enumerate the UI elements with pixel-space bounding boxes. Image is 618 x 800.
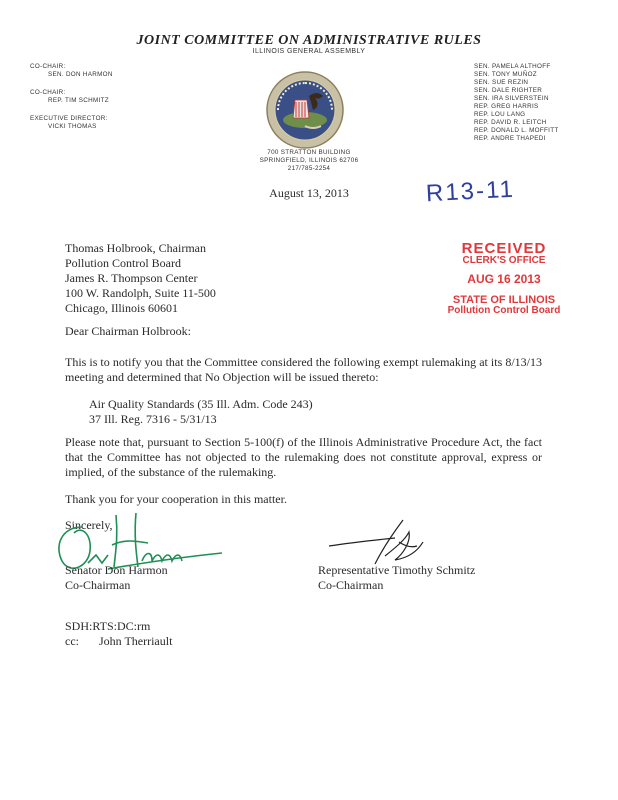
committee-title: JOINT COMMITTEE ON ADMINISTRATIVE RULES: [136, 33, 482, 48]
received-stamp: [438, 240, 570, 316]
address-line-1: 700 STRATTON BUILDING: [267, 149, 351, 156]
salutation: Dear Chairman Holbrook:: [65, 324, 191, 338]
address-block: [0, 149, 618, 173]
cochair-block-2: [30, 89, 109, 105]
committee-subtitle: ILLINOIS GENERAL ASSEMBLY: [252, 48, 366, 55]
cochair-block-1: [30, 63, 113, 79]
rule-block: [89, 397, 313, 427]
rule-title: Air Quality Standards (35 Ill. Adm. Code 243): [89, 397, 313, 411]
member-item: REP. DAVID R. LEITCH: [474, 119, 547, 126]
cc-line: [65, 634, 172, 649]
signer-block-1: [65, 563, 168, 593]
cochair2-label: CO-CHAIR:: [30, 89, 66, 96]
recipient-line: Pollution Control Board: [65, 256, 182, 270]
signer2-name: Representative Timothy Schmitz: [318, 563, 476, 577]
cochair2-name: REP. TIM SCHMITZ: [48, 97, 109, 104]
recipient-line: Chicago, Illinois 60601: [65, 301, 178, 315]
member-item: REP. LOU LANG: [474, 111, 526, 118]
stamp-office: CLERK'S OFFICE: [462, 255, 546, 266]
stamp-board: Pollution Control Board: [447, 305, 561, 316]
signer2-title: Co-Chairman: [318, 578, 384, 592]
cc-label: cc:: [65, 634, 79, 648]
signer1-name: Senator Don Harmon: [65, 563, 168, 577]
recipient-line: 100 W. Randolph, Suite 11-500: [65, 286, 216, 300]
signer1-title: Co-Chairman: [65, 578, 131, 592]
member-item: SEN. IRA SILVERSTEIN: [474, 95, 549, 102]
member-item: SEN. TONY MUÑOZ: [474, 71, 537, 78]
member-item: REP. DONALD L. MOFFITT: [474, 127, 559, 134]
cochair1-name: SEN. DON HARMON: [48, 71, 113, 78]
recipient-address: [65, 241, 216, 316]
stamp-date: AUG 16 2013: [467, 272, 541, 286]
stamp-state: STATE OF ILLINOIS: [452, 294, 556, 306]
docket-number-handwritten: R13-11: [425, 175, 516, 208]
phone-number: 217/785-2254: [287, 165, 331, 172]
address-line-2: SPRINGFIELD, ILLINOIS 62706: [259, 157, 359, 164]
member-item: SEN. DALE RIGHTER: [474, 87, 543, 94]
letter-date: August 13, 2013: [269, 186, 349, 200]
member-item: REP. GREG HARRIS: [474, 103, 539, 110]
stamp-received: RECEIVED: [461, 240, 547, 257]
cc-name: John Therriault: [99, 634, 173, 648]
recipient-line: James R. Thompson Center: [65, 271, 198, 285]
recipient-line: Thomas Holbrook, Chairman: [65, 241, 206, 255]
state-seal: [265, 70, 345, 150]
cochair1-label: CO-CHAIR:: [30, 63, 66, 70]
reference-initials: SDH:RTS:DC:rm: [65, 619, 151, 633]
exec-director-block: [30, 115, 108, 131]
member-item: SEN. SUE REZIN: [474, 79, 529, 86]
member-list: [474, 63, 559, 143]
paragraph-note: Please note that, pursuant to Section 5-100(f) of the Illinois Administrative Procedure Act, the fact that the Committee has not objected to the rulemaking does not constitute approval, express or implied, of the substance of the rulemaking.: [65, 435, 542, 479]
thanks-line: Thank you for your cooperation in this matter.: [65, 492, 287, 506]
member-item: SEN. PAMELA ALTHOFF: [474, 63, 551, 70]
exec-director-name: VICKI THOMAS: [48, 123, 97, 130]
rule-citation: 37 Ill. Reg. 7316 - 5/31/13: [89, 412, 217, 426]
exec-director-label: EXECUTIVE DIRECTOR:: [30, 115, 108, 122]
closing: Sincerely,: [65, 518, 113, 532]
paragraph-notice: This is to notify you that the Committee considered the following exempt rulemaking at its 8/13/13 meeting and determined that No Objection will be issued thereto:: [65, 355, 542, 384]
signer-block-2: [318, 563, 475, 593]
member-item: REP. ANDRE THAPEDI: [474, 135, 546, 142]
